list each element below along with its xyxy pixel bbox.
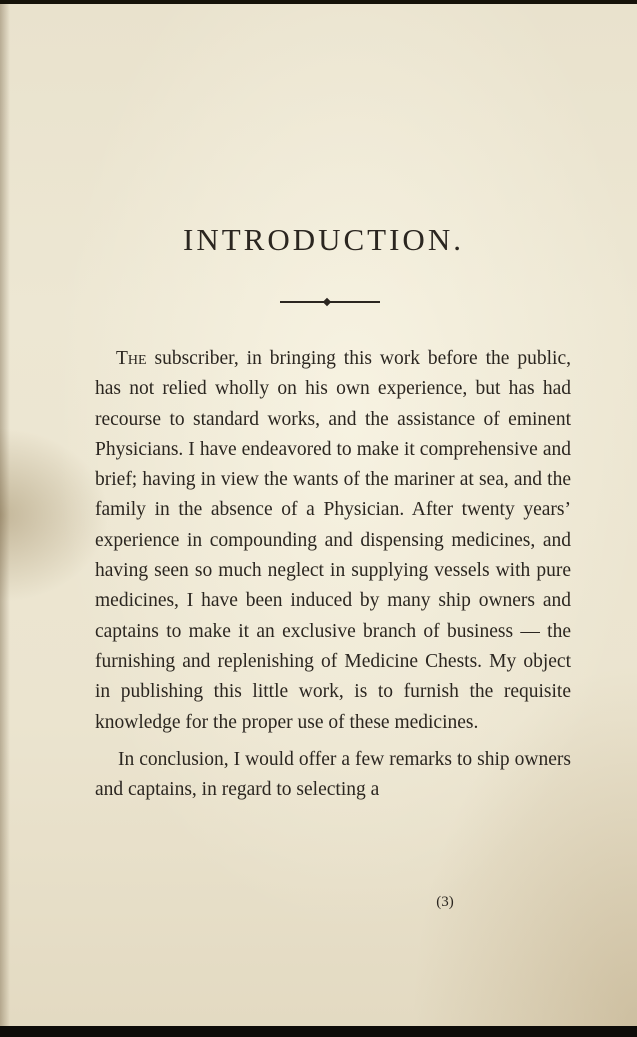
body-text [95,344,571,805]
scan-bottom-edge [0,1026,637,1037]
book-page [0,4,637,1026]
ornamental-rule-diamond [323,298,331,306]
page-number: (3) [436,894,454,910]
paragraph-1-text: subscriber, in bringing this work before the public, has not relied wholly on his own experience, but has had recourse to standard works, and the assistance of eminent Physicians. I have endeavored to make it comprehensive and brief; having in view the wants of the mariner at sea, and the family in the absence of a Physician. After twenty years’ experience in compounding and dispensing medicines, and having seen so much neglect in supplying vessels with pure medicines, I have been induced by many ship owners and captains to make it an exclusive branch of business — the furnishing and replenishing of Medicine Chests. My object in publishing this little work, is to furnish the requisite knowledge for the proper use of these medicines. [95,348,571,733]
paragraph-1 [95,344,571,738]
paragraph-2: In conclusion, I would offer a few remarks to ship owners and captains, in regard to selecting a [95,748,571,801]
chapter-heading: INTRODUCTION. [183,222,464,257]
paragraph-1-lead-word: The [116,348,147,369]
page-gutter-shadow [0,4,10,1026]
